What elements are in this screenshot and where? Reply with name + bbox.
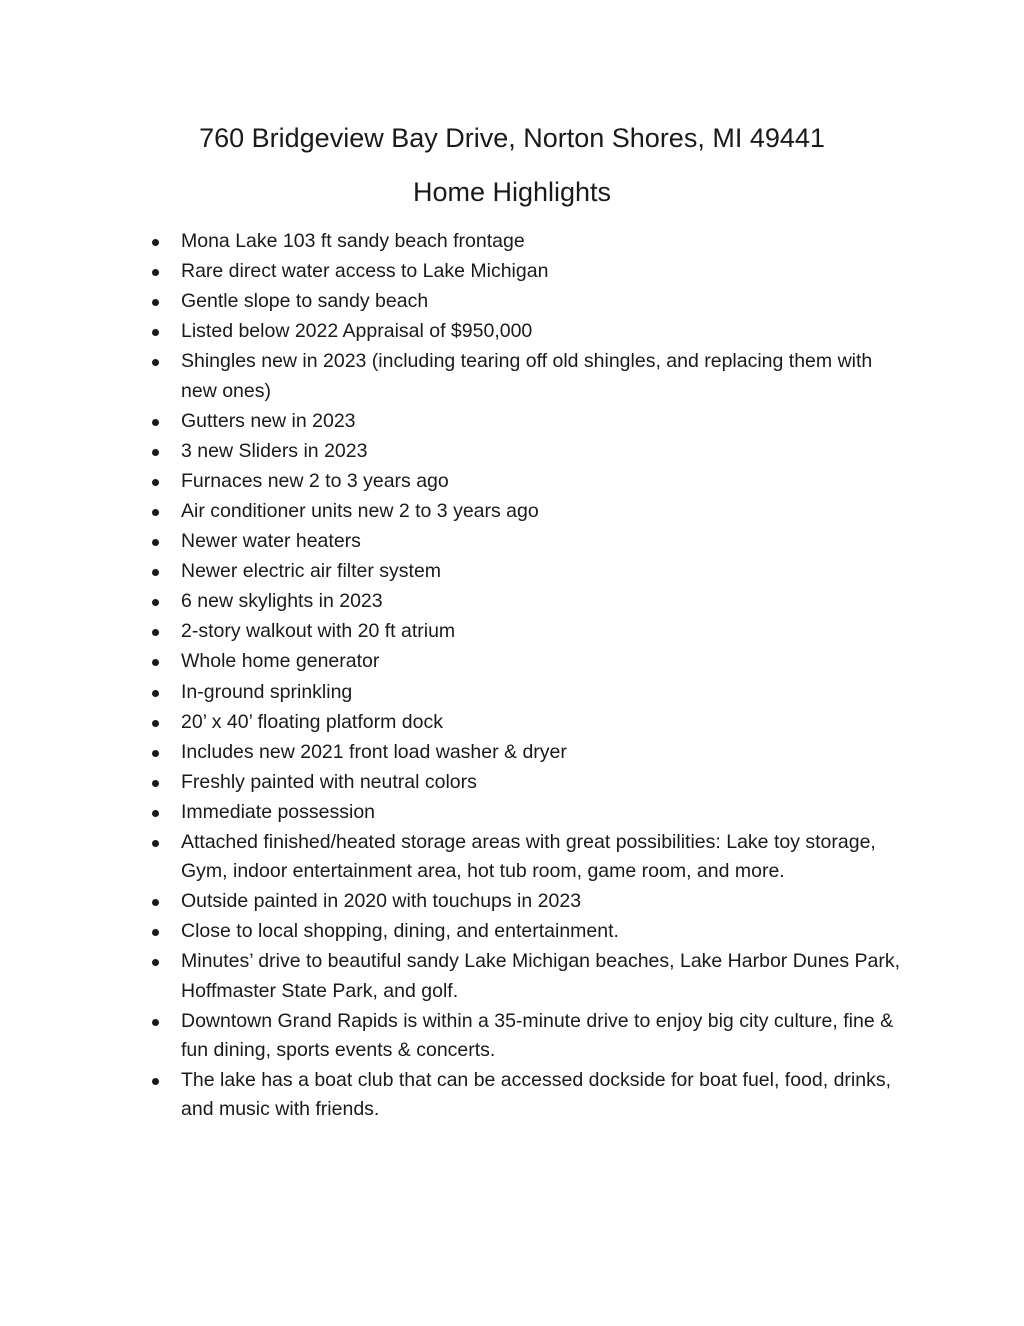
highlight-text: Includes new 2021 front load washer & dryer [181, 740, 567, 763]
highlight-text: Furnaces new 2 to 3 years ago [181, 469, 449, 492]
highlight-text: The lake has a boat club that can be accessed dockside for boat fuel, food, drinks, and music with friends. [181, 1069, 892, 1121]
highlight-text: Immediate possession [181, 800, 376, 823]
highlight-text: Newer electric air filter system [181, 560, 442, 583]
highlight-text: Minutes’ drive to beautiful sandy Lake Michigan beaches, Lake Harbor Dunes Park, Hoffmaster State Park, and golf. [181, 950, 901, 1002]
highlight-text: Freshly painted with neutral colors [181, 770, 477, 793]
highlight-text: 6 new skylights in 2023 [181, 590, 383, 613]
highlight-item [150, 1066, 910, 1124]
highlight-item [150, 287, 910, 316]
highlight-text: Shingles new in 2023 (including tearing off old shingles, and replacing them with new ones) [181, 350, 873, 402]
bullet-icon [152, 449, 159, 456]
highlight-text: 20’ x 40’ floating platform dock [181, 710, 443, 733]
bullet-icon [152, 929, 159, 936]
highlight-item [150, 257, 910, 286]
bullet-icon [152, 359, 159, 366]
bullet-icon [152, 899, 159, 906]
bullet-icon [152, 509, 159, 516]
bullet-icon [152, 419, 159, 426]
highlight-item [150, 317, 910, 346]
highlight-item [150, 947, 910, 1005]
highlight-item [150, 467, 910, 496]
highlight-item [150, 347, 910, 405]
highlight-item [150, 527, 910, 556]
highlight-item [150, 768, 910, 797]
highlight-text: Newer water heaters [181, 530, 361, 553]
highlight-text: Attached finished/heated storage areas with great possibilities: Lake toy storage, Gym, indoor entertainment area, hot tub room, game room, and more. [181, 830, 876, 883]
highlight-item [150, 828, 910, 886]
bullet-icon [152, 810, 159, 817]
highlight-item [150, 917, 910, 946]
bullet-icon [152, 269, 159, 276]
bullet-icon [152, 629, 159, 636]
bullet-icon [152, 539, 159, 546]
highlight-text: 2-story walkout with 20 ft atrium [181, 620, 456, 643]
bullet-icon [152, 750, 159, 757]
highlight-item [150, 798, 910, 827]
highlight-item [150, 437, 910, 466]
bullet-icon [152, 599, 159, 606]
highlight-text: Outside painted in 2020 with touchups in 2023 [181, 890, 582, 913]
highlight-item [150, 617, 910, 646]
highlight-item [150, 407, 910, 436]
bullet-icon [152, 299, 159, 306]
bullet-icon [152, 959, 159, 966]
highlight-item [150, 738, 910, 767]
highlight-text: Gentle slope to sandy beach [181, 290, 429, 313]
highlight-text: Gutters new in 2023 [181, 409, 356, 432]
highlight-text: Mona Lake 103 ft sandy beach frontage [181, 230, 525, 252]
bullet-icon [152, 1078, 159, 1085]
highlight-item [150, 708, 910, 737]
highlight-item [150, 557, 910, 586]
highlight-item [150, 678, 910, 707]
highlight-item [150, 887, 910, 916]
highlight-text: Close to local shopping, dining, and entertainment. [181, 920, 619, 943]
highlight-item [150, 227, 910, 256]
bullet-icon [152, 659, 159, 666]
section-title: Home Highlights [412, 177, 612, 207]
highlight-item [150, 587, 910, 616]
bullet-icon [152, 329, 159, 336]
highlight-text: In-ground sprinkling [181, 680, 353, 703]
highlight-text: 3 new Sliders in 2023 [181, 439, 368, 462]
bullet-icon [152, 239, 159, 246]
highlight-item [150, 497, 910, 526]
bullet-icon [152, 479, 159, 486]
highlight-item [150, 1007, 910, 1065]
bullet-icon [152, 720, 159, 727]
highlight-text: Whole home generator [181, 650, 380, 673]
bullet-icon [152, 569, 159, 576]
bullet-icon [152, 780, 159, 787]
bullet-icon [152, 1019, 159, 1026]
highlights-list [150, 227, 910, 1125]
bullet-icon [152, 840, 159, 847]
property-address: 760 Bridgeview Bay Drive, Norton Shores, MI 49441 [199, 123, 825, 153]
highlight-text: Downtown Grand Rapids is within a 35-minute drive to enjoy big city culture, fine & fun dining, sports events & concerts. [181, 1009, 894, 1061]
highlight-text: Listed below 2022 Appraisal of $950,000 [181, 320, 533, 343]
highlight-text: Air conditioner units new 2 to 3 years ago [181, 499, 539, 522]
highlight-text: Rare direct water access to Lake Michigan [181, 260, 549, 283]
highlight-item [150, 647, 910, 676]
bullet-icon [152, 690, 159, 697]
